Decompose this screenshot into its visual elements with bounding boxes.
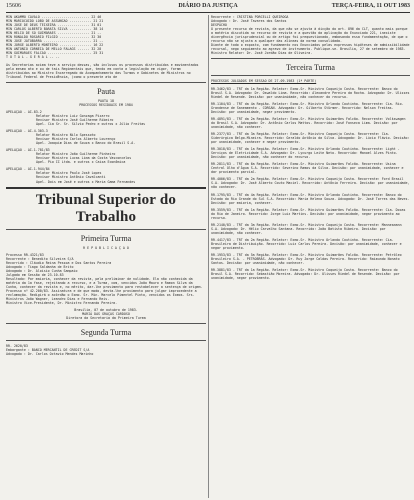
divider <box>6 82 206 83</box>
republicacao-label: R E P U B L I C A Ç Ã O <box>83 245 129 250</box>
tally-row: MIN JORGE ALBERTO MONTEIRO ................ 16 22 <box>6 43 104 48</box>
case-entry: RR-1795/83 - TRT da 4a Região. Relator: Exmo.Sr. Ministro Orlando Coutinho. Recorrente: Banco do Estado do Rio Grande do Sul S.A. Recorrido: Maria Helena Souza. Advogado: Dr. José Torres das Neves. Decisão: por maioria, conhecer. <box>211 192 410 205</box>
party-line: Recorrido : Cláudio Reina Pessoa e Dos Santos Pereira <box>6 260 112 265</box>
turma-3-title: Terceira Turma <box>286 63 335 73</box>
court-masthead: Tribunal Superior do Trabalho <box>35 191 177 225</box>
case-entry: RR-2377/83 - TRT da 3a Região. Relator: Exmo.Sr. Ministro Coqueijo Costa. Recorrente: Cia. Siderúrgica Belgo-Mineira. Recorrido: Geraldo Antônio da Silva. Advogado: Dr. Lúcio Flávio. Decisão: por unanimidade, conhecer e negar provimento. <box>211 131 410 145</box>
proc1-parties <box>6 257 206 277</box>
signature-role: Diretora da Secretaria da Primeira Turma <box>66 316 146 321</box>
proc2-header: RR- 2620/83 <box>6 344 28 349</box>
divider <box>211 75 410 76</box>
tally-row: MIN AKAMMO CAVALO ........................ 22 46 <box>6 15 102 19</box>
divider <box>6 323 206 324</box>
turma3-session-header: PROCESSOS JULGADOS EM SESSÃO DE 27.09.1983 (1ª PARTE) <box>211 79 317 84</box>
right-column <box>211 15 410 283</box>
turma-2-title: Segunda Turma <box>80 328 132 338</box>
pauta-entry-line: Apel. Pio II Ltda. e outros x Caixa Econômica <box>36 160 126 165</box>
journal-title: DIÁRIO DA JUSTIÇA <box>178 3 238 9</box>
case-entry: RR-2811/83 - TRT da 6a Região. Relator: Exmo.Sr. Ministro Guimarães Falcão. Recorrente: Usina Central Olho d'Água S.A. Recorrido: Severino Ramos da Silva. Decisão: por unanimidade, conhecer e dar provimento parcial. <box>211 162 404 175</box>
case-entry: RR-3881/83 - TRT da 1a Região. Relator: Exmo.Sr. Ministro Coqueijo Costa. Recorrente: Banco do Brasil S.A. Recorrido: Sebastião Moreira. Advogado: Dr. Ulisses Riedel de Resende. Decisão: por unanimidade, negar provimento. <box>211 268 400 281</box>
tally-row: MIN HELIO DE SO GUIMARAES ................ 21 -- <box>6 31 102 36</box>
pauta-entry <box>6 148 206 164</box>
turma-1-title: Primeira Turma <box>80 233 132 243</box>
case-entry: RR-3018/83 - TRT da 1a Região. Relator: Exmo.Sr. Ministro Orlando Coutinho. Recorrente: Light - Serviços de Eletricidade S.A. Advogado: Dr. Lycurgo Leite Neto. Recorrido: Manoel Alves Pinto. Decisão: por unanimidade, não conhecer do recurso. <box>211 147 400 160</box>
divider <box>6 229 206 230</box>
issue-date: TERÇA-FEIRA, 11 OUT 1983 <box>331 3 410 9</box>
case-entry: RR-3559/83 - TRT da 1a Região. Relator: Exmo.Sr. Ministro Guimarães Falcão. Recorrente: Cia. Docas do Rio de Janeiro. Recorrido: Jorge Luiz Martins. Decisão: por unanimidade, negar provimento ao recurso. <box>211 207 406 220</box>
pauta-entry-head: APELAÇÃO - AI-4.303-3 <box>6 128 48 133</box>
case-entry: RR-4417/83 - TRT da 2a Região. Relator: Exmo.Sr. Ministro Orlando Coutinho. Recorrente: Cia. Brasileira de Distribuição. Recorrido: Luiz Carlos Pereira. Decisão: por unanimidade, conhecer e negar provimento. <box>211 237 402 251</box>
tally-row: MIN RONALDO ROSARIO FILGIO ............... 32 30 <box>6 35 102 40</box>
divider <box>6 187 206 189</box>
tally-row: MIN GUIMARAES FALCAO ...................... 25 31 <box>6 51 104 56</box>
proc1-presidency: Ministro Vice-Presidente, Dr. Ministro Fernando Pereira. <box>6 301 118 306</box>
page-number: 15606 <box>6 3 21 9</box>
pauta-entry <box>6 167 206 183</box>
pauta-entry-line: Relator Ministro Luiz Gonzaga Pizarro <box>36 113 110 118</box>
pauta-entry-line: Revisor Ministro Antônio Cavalcanti <box>36 175 106 180</box>
case-entry: RR-4891/83 - TRT da 2a Região. Relator: Exmo.Sr. Ministro Guimarães Falcão. Recorrente: Volkswagen do Brasil S.A. Advogado: Dr. Antônio Carlos Mattos. Recorrido: José Fonseca Lima. Decisão: por unanimidade, não conhecer. <box>211 116 406 129</box>
pauta-subtitle-2: PROCESSOS RESIDUAIS EM 1984 <box>79 102 133 107</box>
party-line: Advogado : Tiago Saldanha de Brito <box>6 264 74 269</box>
proc1-header: Processo RR-4321/83 <box>6 252 44 257</box>
signature-date: Brasília, 07 de outubro de 1983. <box>74 308 138 313</box>
intro-parties <box>211 15 410 27</box>
pauta-entry <box>6 110 206 126</box>
party-line: Embargante : BANCO MERCANTIL DE CREDIT S/A <box>6 348 90 353</box>
pauta-title: Pauta <box>97 86 115 96</box>
case-entry: RR-4006/83 - TRT da 2a Região. Relator: Exmo.Sr. Ministro Coqueijo Costa. Recorrente: Ford Brasil S.A. Advogado: Dr. José Alberto Couto Maciel. Recorrido: Antônio Ferreira. Decisão: por unanimidade, não conhecer. <box>211 177 410 190</box>
pauta-list <box>6 110 206 184</box>
pauta-entry-line: Apel. Joaquim Dias de Souza x Banco do Brasil S.A. <box>36 141 136 146</box>
tally-note: As Secretarias acima teve a serviço dessas, são inclusos os processos distribuídos e movimentados pelo mesmo ato e ou de tais Regimentais que, tendo em conta a legislação em vigor, foram distribuídos ao Ministro Encarregado do Acompanhamento das Turmas e Gabinetes de Ministros no Tribunal Federal de Presidência, (como o presente ato de <box>6 62 199 79</box>
pauta-entry-line: Revisor Ministro José Guilherme Ribeiro <box>36 117 114 122</box>
column-divider <box>208 15 209 498</box>
pauta-entry-line: Revisor Ministro Lucas Lima da Costa Vasconcelos <box>36 156 132 161</box>
pauta-entry-line: Relator Ministro João Guilherme Pinheiro <box>36 152 116 157</box>
pauta-entry <box>6 129 206 145</box>
tally-row: MIN MARIOCUIDO LOBO DE ASSUNCAO ........... 21 21 <box>6 19 104 24</box>
intro-line: DESPACHO <box>211 23 227 28</box>
signature-name: MARIA DAS GRAÇAS CARDOSO <box>82 312 130 317</box>
intro-line: Advogado : Dr. José Tavares dos Santos <box>211 19 287 24</box>
pauta-entry-line: Apel. Cia Sr. Sr. Sílvio Pedro e outros x Júlio Freitas <box>36 121 146 126</box>
party-line: Advogado : Dr. Carlos Octavio Mendes Marinho <box>6 352 94 357</box>
pauta-entry-line: Revisor Ministro Carlos Alberto Lourenço <box>36 137 116 142</box>
case-entry: RR-3462/83 - TRT da 1a Região. Relator: Exmo.Sr. Ministro Coqueijo Costa. Recorrente: Banco do Brasil S.A. Advogado: Dr. Oswaldo Lima. Recorrido: Alexandre Pereira da Rocha. Advogado: Dr. Ulisses Riedel de Resende. Decisão: por unanimidade, não conhecer do recurso. <box>211 86 410 99</box>
party-line: Recorrente : Benedito Silveira S/A <box>6 256 74 261</box>
page-header <box>6 2 410 13</box>
party-line: Julgado em Sessão de 23.10.83 <box>6 272 64 277</box>
pauta-entry-head: APELAÇÃO - AI-1.781/83 <box>6 148 50 153</box>
tally-table <box>6 15 206 60</box>
pauta-entry-head: APELAÇÃO - AI-83-2 <box>6 109 42 114</box>
intro-line: Recorrente : CRISTINA PORCELLI QUEIROGA <box>211 15 289 19</box>
tally-row: MIN JOSE JATOBARRA ........................ 21 -- <box>6 39 104 44</box>
pauta-entry-line: Relator Ministro Paulo José Lopes <box>36 171 102 176</box>
case-list <box>211 87 410 281</box>
left-column <box>6 15 206 356</box>
party-line: Advogado : Dr. Aloisio Cunha Sampaio <box>6 268 78 273</box>
proc2-parties <box>6 348 206 356</box>
tally-row: MIN CARLOS ALBERTO BARATA SILVA ........... 38 14 <box>6 27 104 32</box>
tally-row: MIN ANTONIO CORNEIA DE MELLO FALAGS ...... 32 28 <box>6 47 102 52</box>
case-entry: RR-1953/83 - TRT da 5a Região. Relator: Exmo.Sr. Ministro Guimarães Falcão. Recorrente: Petróleo Brasileiro S.A. - PETROBRÁS. Advogado: Dr. Ruy Jorge Caldas Pereira. Recorrido: Raimundo Nonato Santos. Decisão: por unanimidade, não conhecer. <box>211 253 402 266</box>
proc1-body: Resultado: Por maioria, conhecer da revista, pela preliminar de nulidade. Ela não conhecida da matéria da 1a fase, rejeitando a recurso, e a Turma, com, vencidos João Mauro e Ramon Silva da Cunha, conhecer da revista e, no mérito, dar-lhe provimento para restabelecer a sentença de origem. Processo nº 42.200/83. Assinatura e de que modo, desta-lhe provimento para julgar improcedente a reclamação. Redigirá o acórdão o Exmo. Sr. Min. Marcelo Pimentel Pinto, vencidos os Exmos. Srs. Ministros João Wagner, Leandro Dias e Fernando Reis. <box>6 276 203 302</box>
pauta-entry-line: Relator Ministro Nilo Spessoto <box>36 133 96 138</box>
divider <box>211 58 410 59</box>
case-entry: RR-1104/83 - TRT da 4a Região. Relator: Exmo.Sr. Ministro Orlando Coutinho. Recorrente: Cia. Rio-Grandense de Saneamento - CORSAN. Advogado: Dr. Gilberto Stürmer. Recorrido: Nelson Freitas. Decisão: por unanimidade, negar provimento. <box>211 101 404 114</box>
tally-row: T O T A L - G E R A L -- -- <box>6 55 60 60</box>
intro-body: O presente recurso de revista, da que não se ajusta à dicção do art. 896 da CLT, quanto mais porque a matéria discutida no recurso de revista e a questão da aplicação do Enunciado 221, inexiste divergência jurisprudencial ou de artigo foi prequestionado, embasando essa fundamentação, de que o recurso não se ajusta a qualquer das alíneas da norma consolidada. <box>211 27 408 44</box>
intro-body-2: Diante de todo o exposto, com fundamento nos Enunciados pelas expressas hipóteses de admissibilidade recursal, nego seguimento ao agravo de instrumento. Publique-se. Brasília, 27 de setembro de 1983. Ministro Relator: Dr. José Jordão Dias de Oliveira. <box>211 43 410 56</box>
divider <box>6 340 206 341</box>
pauta-entry-line: Apel. Dois em José e outros x Maria Gama Fernandes <box>36 179 136 184</box>
pauta-entry-head: APELAÇÃO - AI-1.944/84 <box>6 167 50 172</box>
pauta-subtitle: PAUTA 18 <box>98 98 114 103</box>
case-entry: RR-2140/83 - TRT da 3a Região. Relator: Exmo.Sr. Ministro Coqueijo Costa. Recorrente: Mannesmann S.A. Advogado: Dr. Hélio Carvalho Santana. Recorrido: João Batista Ribeiro. Decisão: por unanimidade, não conhecer. <box>211 222 402 235</box>
tally-row: MIN JOSE DE DEUS TEIXEIRA ................ 31 01 <box>6 23 102 28</box>
